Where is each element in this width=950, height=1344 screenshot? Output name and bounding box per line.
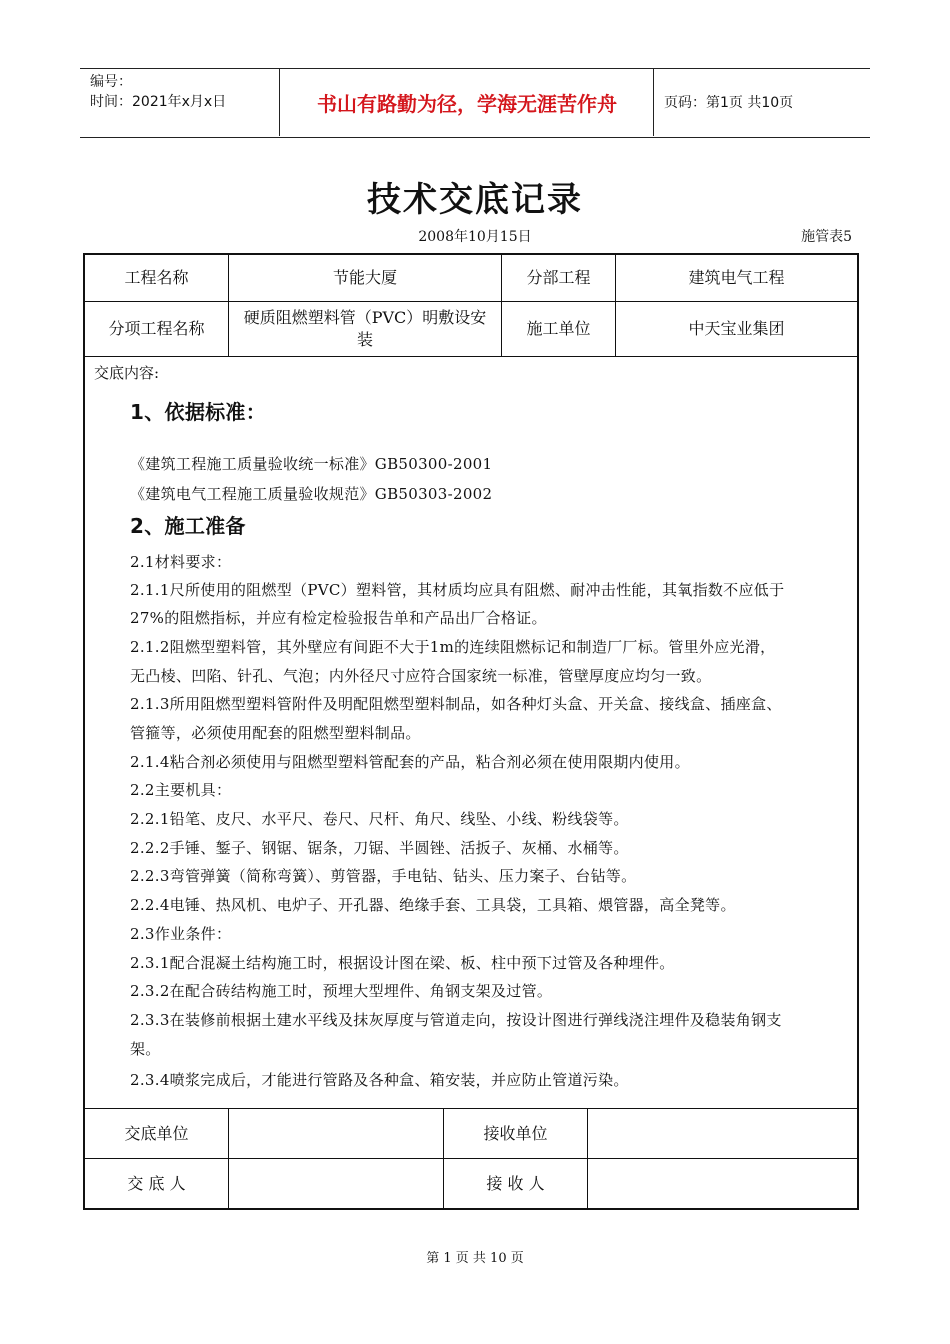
para-2-1-4: 2.1.4粘合剂必须使用与阻燃型塑料管配套的产品，粘合剂必须在使用限期内使用。	[130, 753, 690, 771]
division-label: 分部工程	[526, 268, 591, 287]
project-name-value: 节能大厦	[332, 268, 397, 287]
para-2-2-1: 2.2.1铅笔、皮尺、水平尺、卷尺、尺杆、角尺、线坠、小线、粉线袋等。	[130, 810, 629, 828]
issuer-unit-field[interactable]	[229, 1109, 443, 1158]
para-2-2: 2.2主要机具：	[130, 781, 232, 799]
contractor-label: 施工单位	[526, 319, 591, 338]
para-2-1: 2.1材料要求：	[130, 553, 232, 571]
receiver-unit-field[interactable]	[588, 1109, 857, 1158]
document-title: 技术交底记录	[367, 180, 583, 220]
subitem-label: 分项工程名称	[108, 319, 205, 338]
number-label: 编号：	[90, 74, 132, 90]
para-2-2-3: 2.2.3弯管弹簧（简称弯簧）、剪管器，手电钻、钻头、压力案子、台钻等。	[130, 867, 637, 885]
para-2-1-2b: 无凸棱、凹陷、针孔、气泡；内外径尺寸应符合国家统一标准，管壁厚度应均匀一致。	[130, 667, 712, 685]
document-date: 2008年10月15日	[418, 229, 532, 245]
receiver-unit-label: 接收单位	[483, 1123, 548, 1143]
row-divider	[85, 356, 857, 357]
para-2-1-3b: 管箍等，必须使用配套的阻燃型塑料制品。	[130, 724, 421, 742]
form-number: 施管表5	[801, 229, 852, 245]
para-2-3-3b: 架。	[130, 1040, 161, 1058]
para-2-1-1a: 2.1.1尺所使用的阻燃型（PVC）塑料管，其材质均应具有阻燃、耐冲击性能，其氧指数不应低于	[130, 581, 785, 599]
para-2-3-4: 2.3.4喷浆完成后，才能进行管路及各种盒、箱安装，并应防止管道污染。	[130, 1071, 629, 1089]
standard-1: 《建筑工程施工质量验收统一标准》GB50300-2001	[130, 455, 493, 473]
issuer-unit-label: 交底单位	[124, 1123, 189, 1143]
project-name-label: 工程名称	[124, 268, 189, 287]
para-2-3-1: 2.3.1配合混凝土结构施工时，根据设计图在梁、板、柱中预下过管及各种埋件。	[130, 954, 675, 972]
division-value: 建筑电气工程	[688, 268, 785, 287]
contractor-value: 中天宝业集团	[688, 319, 785, 338]
section-1-heading: 1、依据标准：	[130, 400, 267, 424]
standard-2: 《建筑电气工程施工质量验收规范》GB50303-2002	[130, 485, 493, 503]
para-2-1-1b: 27%的阻燃指标，并应有检定检验报告单和产品出厂合格证。	[130, 609, 547, 627]
receiver-label: 接 收 人	[486, 1173, 545, 1193]
subitem-value: 硬质阻燃塑料管（PVC）明敷设安装	[243, 308, 487, 349]
receiver-field[interactable]	[588, 1159, 857, 1208]
para-2-2-4: 2.2.4电锤、热风机、电炉子、开孔器、绝缘手套、工具袋，工具箱、煨管器，高全凳等。	[130, 896, 736, 914]
para-2-3: 2.3作业条件：	[130, 925, 232, 943]
issuer-label: 交 底 人	[127, 1173, 186, 1193]
content-label: 交底内容:	[94, 364, 160, 382]
issuer-field[interactable]	[229, 1159, 443, 1208]
section-2-heading: 2、施工准备	[130, 514, 246, 538]
para-2-1-3a: 2.1.3所用阻燃型塑料管附件及明配阻燃型塑料制品，如各种灯头盒、开关盒、接线盒、插座盒、	[130, 695, 782, 713]
header-page-code: 页码：第1页 共10页	[664, 95, 794, 111]
header-meta	[80, 68, 280, 136]
para-2-3-3a: 2.3.3在装修前根据土建水平线及抹灰厚度与管道走向，按设计图进行弹线浇注埋件及稳装角钢支	[130, 1011, 782, 1029]
header-motto: 书山有路勤为径，学海无涯苦作舟	[281, 68, 654, 136]
para-2-3-2: 2.3.2在配合砖结构施工时，预埋大型埋件、角钢支架及过管。	[130, 982, 553, 1000]
page-footer: 第 1 页 共 10 页	[426, 1251, 524, 1266]
para-2-1-2a: 2.1.2阻燃型塑料管，其外壁应有间距不大于1m的连续阻燃标记和制造厂厂标。管里外应光滑，	[130, 638, 776, 656]
time-label: 时间：2021年x月x日	[90, 94, 227, 110]
para-2-2-2: 2.2.2手锤、錾子、钢锯、锯条，刀锯、半圆锉、活扳子、灰桶、水桶等。	[130, 839, 629, 857]
